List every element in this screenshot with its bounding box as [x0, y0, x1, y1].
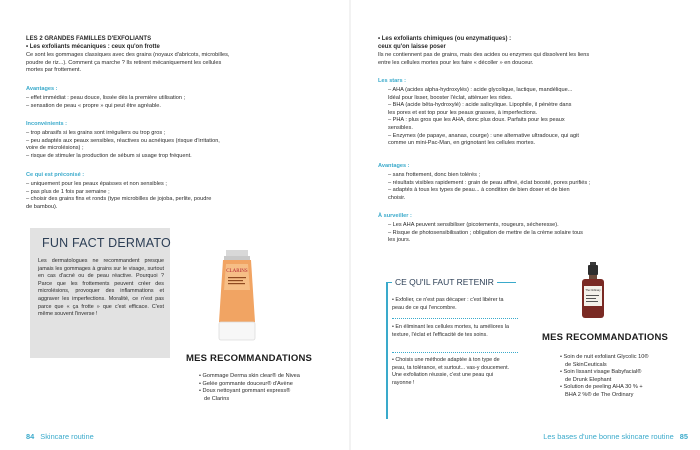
- list-item: – pas plus de 1 fois par semaine ;: [26, 188, 110, 195]
- list-item: • Doux nettoyant gommant express®: [199, 388, 291, 395]
- list-item: – risque de stimuler la production de sébum si usage trop fréquent.: [26, 152, 192, 159]
- recommendations-list: [560, 354, 648, 400]
- list-item: de SkinCeuticals: [565, 361, 607, 368]
- avantages-heading: Avantages :: [26, 86, 58, 92]
- avantages-list: [388, 172, 590, 202]
- takeaway-divider: [392, 352, 518, 353]
- takeaway-item: • En éliminant les cellules mortes, tu améliores la texture, l'éclat et l'efficacité de tes soins.: [392, 324, 509, 338]
- text-line: entre les cellules mortes pour les faire « décoller » en douceur.: [378, 59, 534, 66]
- page-footer: [543, 432, 688, 441]
- inconvenients-list: [26, 130, 220, 160]
- recommendations-title: MES RECOMMANDATIONS: [542, 332, 669, 343]
- preconise-list: [26, 181, 211, 211]
- text-line: Ce sont les gommages classiques avec des grains (noyaux d'abricots, microbilles,: [26, 52, 230, 58]
- fun-fact-title: FUN FACT DERMATO: [42, 236, 171, 250]
- stars-list: [388, 87, 579, 148]
- list-item: Idéal pour lisser, booster l'éclat, atténuer les rides.: [388, 94, 513, 101]
- tube-text-line: [228, 283, 245, 284]
- list-item: – PHA : plus gros que les AHA, donc plus doux. Parfaits pour les peaux: [388, 117, 565, 124]
- preconise-heading: Ce qui est préconisé :: [26, 172, 85, 178]
- list-item: – sans frottement, donc bien tolérés ;: [388, 172, 481, 178]
- recommendations-list: [199, 373, 300, 403]
- list-item: – Les AHA peuvent sensibiliser (picotements, rougeurs, sécheresse).: [388, 222, 559, 228]
- takeaway-divider: [392, 318, 518, 319]
- list-item: choisir.: [388, 194, 406, 201]
- surveiller-heading: À surveiller :: [378, 213, 412, 219]
- recommendations-title: MES RECOMMANDATIONS: [186, 353, 313, 364]
- list-item: BHA 2 %® de The Ordinary: [565, 391, 634, 398]
- list-item: de Clarins: [204, 395, 230, 402]
- list-item: – uniquement pour les peaux épaisses et non sensibles ;: [26, 181, 167, 187]
- list-item: sensibles.: [388, 124, 413, 131]
- fun-fact-box: [30, 228, 170, 358]
- stars-heading: Les stars :: [378, 78, 406, 84]
- list-item: les pores et est top pour les peaux grasses, à imperfections.: [388, 109, 538, 116]
- list-item: – AHA (acides alpha-hydroxylés) : acide glycolique, lactique, mandélique...: [388, 87, 573, 93]
- label-text-line: [586, 298, 596, 299]
- avantages-heading: Avantages :: [378, 163, 410, 169]
- the-ordinary-bottle-image: [578, 262, 608, 320]
- section-heading: LES 2 GRANDES FAMILLES D'EXFOLIANTS: [26, 36, 152, 42]
- page-number: 85: [679, 432, 688, 441]
- list-item: comme un mini-Pac-Man, en grignotant les cellules mortes.: [388, 140, 536, 147]
- tube-text-line: [228, 280, 243, 281]
- list-item: – choisir des grains fins et ronds (type microbilles de jojoba, perlite, poudre: [26, 196, 212, 203]
- list-item: – Enzymes (de papaye, ananas, courge) : une alternative ultradouce, qui agit: [388, 132, 579, 139]
- label-text-line: [586, 295, 599, 296]
- fun-fact-text: Les dermatologues ne recommandent presque jamais les gommages à grains sur le visage, surtout en cas d'acné ou de peau réactive. Pourquoi ? Parce que les frottements peuvent créer des microlésions, provoquer des inflammations et aggraver les imperfections. Moralité, ce n'est pas parce que « ça frotte » que c'est efficace. C'est même souvent l'inverse !: [38, 258, 164, 318]
- list-item: – résultats visibles rapidement : grain de peau affiné, éclat boosté, pores purifiés ;: [388, 179, 591, 186]
- avantages-list: [26, 95, 185, 110]
- list-item: – trop abrasifs si les grains sont irréguliers ou trop gros ;: [26, 130, 166, 136]
- text-line: Ils ne contiennent pas de grains, mais des acides ou enzymes qui dissolvent les liens: [378, 52, 590, 58]
- footer-title: Les bases d'une bonne skincare routine: [543, 432, 674, 441]
- inconvenients-heading: Inconvénients :: [26, 121, 68, 127]
- label-text-line: [586, 301, 598, 302]
- takeaway-item: • Choisis une méthode adaptée à ton type de peau, ta tolérance, et surtout... vas-y doucement. Une exfoliation réussie, c'est une peau qui rayonne !: [392, 357, 510, 386]
- right-page: [350, 0, 700, 450]
- tube-brand: CLARINS: [226, 269, 248, 274]
- tube-text-line: [228, 277, 246, 278]
- list-item: • Gelée gommante douceur® d'Avène: [199, 380, 293, 387]
- dropper-cap: [588, 265, 598, 275]
- clarins-tube-image: [212, 250, 262, 342]
- list-item: • Solution de peeling AHA 30 % +: [560, 384, 643, 391]
- subheading-chemical: • Les exfoliants chimiques (ou enzymatiques) :: [378, 36, 512, 42]
- list-item: – effet immédiat : peau douce, lissée dès la première utilisation ;: [26, 95, 186, 101]
- list-item: • Soin lissant visage Babyfacial®: [560, 369, 642, 376]
- subheading-mechanical: • Les exfoliants mécaniques : ceux qu'on frotte: [26, 44, 160, 50]
- list-item: – peu adaptés aux peaux sensibles, réactives ou acnéiques (risque d'irritation,: [26, 137, 220, 144]
- list-item: de Drunk Elephant: [565, 376, 612, 383]
- subheading-chemical-2: ceux qu'on laisse poser: [378, 44, 446, 50]
- list-item: – sensation de peau « propre » qui peut être agréable.: [26, 102, 161, 109]
- text-line: poudre de riz...). Comment ça marche ? Ils retirent mécaniquement les cellules: [26, 59, 222, 66]
- list-item: voire de microlésions) ;: [26, 145, 84, 152]
- takeaway-item: • Exfolier, ce n'est pas décaper : c'est libérer ta peau de ce qui l'encombre.: [392, 297, 504, 311]
- bottle-brand: The Ordinary: [585, 289, 601, 292]
- text-line: mortes par frottement.: [26, 67, 82, 74]
- list-item: • Gommage Derma skin clear® de Nivea: [199, 373, 300, 379]
- list-item: – Risque de photosensibilisation ; obligation de mettre de la crème solaire tous: [388, 229, 583, 236]
- list-item: les jours.: [388, 237, 411, 244]
- bottle-neck: [589, 275, 597, 279]
- tube-cap: [219, 322, 255, 340]
- list-item: • Soin de nuit exfoliant Glycolic 10®: [560, 354, 649, 360]
- surveiller-list: [388, 222, 583, 245]
- list-item: – adaptés à tous les types de peau... à condition de bien doser et de bien: [388, 187, 570, 194]
- intro-paragraph: [378, 52, 589, 67]
- page-number: 84: [26, 432, 35, 441]
- footer-title: Skincare routine: [40, 432, 94, 441]
- page-footer: [26, 432, 94, 441]
- list-item: de bambou).: [26, 203, 58, 210]
- intro-paragraph: [26, 52, 229, 75]
- key-takeaways-title: CE QU'IL FAUT RETENIR: [392, 277, 497, 287]
- list-item: – BHA (acide bêta-hydroxylé) : acide salicylique. Lipophile, il pénètre dans: [388, 102, 572, 109]
- tube-seal: [224, 256, 250, 260]
